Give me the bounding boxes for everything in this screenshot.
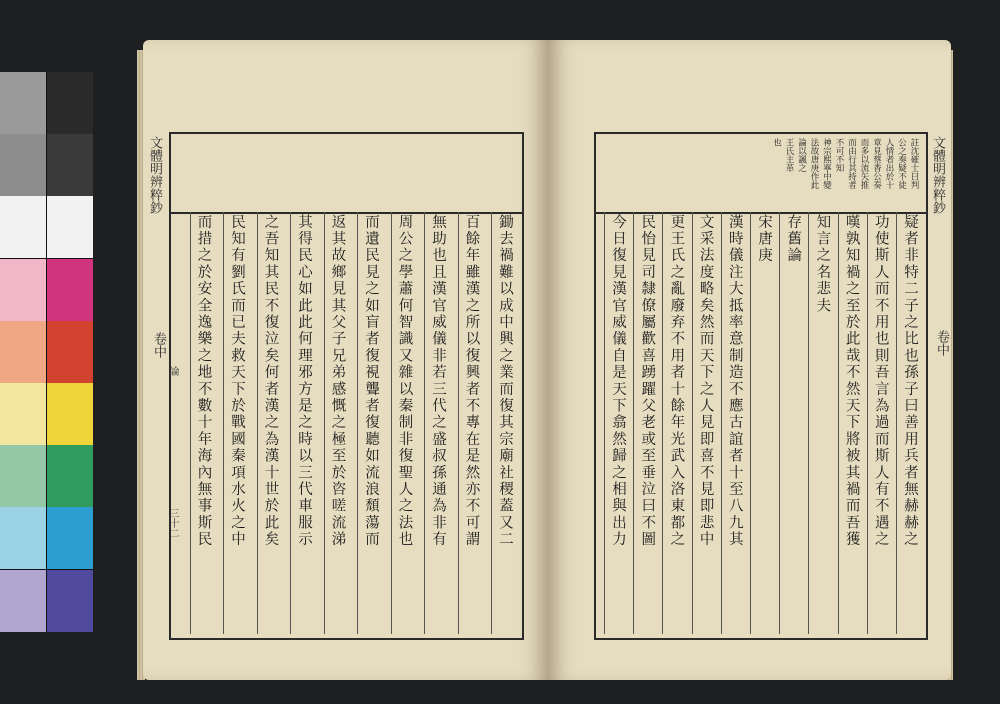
column-rule bbox=[391, 212, 392, 634]
header-note: 也 bbox=[771, 138, 782, 147]
column-rule bbox=[662, 212, 663, 634]
header-note: 不可不知 bbox=[834, 138, 844, 172]
color-patch bbox=[0, 196, 46, 258]
header-note: 人情者出於十 bbox=[884, 138, 894, 189]
column-rule bbox=[223, 212, 224, 634]
header-note: 而由行其持者 bbox=[846, 138, 857, 189]
column-rule bbox=[896, 212, 897, 634]
right-page bbox=[548, 40, 951, 680]
text-column: 宋唐庚 bbox=[756, 214, 772, 265]
header-note: 註沈確士曰判 bbox=[909, 138, 919, 189]
column-rule bbox=[257, 212, 258, 634]
text-column: 漢時儀注大抵率意制造不應古誼者十至八九其 bbox=[726, 214, 743, 548]
text-column: 而措之於安全逸樂之地不數十年海內無事斯民 bbox=[195, 214, 212, 548]
column-rule bbox=[357, 212, 358, 634]
column-rule bbox=[779, 212, 780, 634]
color-patch bbox=[0, 134, 46, 196]
color-patch bbox=[47, 259, 93, 321]
left-spine-volume: 卷中 bbox=[151, 332, 166, 358]
text-column: 而遺民見之如盲者復視聾者復聽如流浪頹蕩而 bbox=[363, 214, 379, 548]
text-column: 無助也且漢官威儀非若三代之盛叔孫通為非有 bbox=[430, 214, 446, 548]
color-patch bbox=[0, 259, 46, 321]
text-column: 返其故鄉見其父子兄弟感慨之極至於咨嗟流涕 bbox=[329, 214, 346, 548]
text-column: 功使斯人而不用也則吾言為過而斯人有不遇之 bbox=[872, 214, 889, 548]
text-column: 民怡見司隸僚屬歡喜踴躍父老或至垂泣曰不圖 bbox=[639, 214, 656, 548]
header-note: 法故唐庚作此 bbox=[809, 138, 819, 189]
header-note: 神宗熙寧中變 bbox=[821, 138, 832, 189]
column-rule bbox=[633, 212, 634, 634]
column-rule bbox=[458, 212, 459, 634]
text-column: 疑者非特二子之比也孫子曰善用兵者無赫赫之 bbox=[902, 214, 918, 548]
text-column: 其得民心如此此何理邪方是之時以三代車服示 bbox=[296, 214, 312, 548]
color-patch bbox=[47, 134, 93, 196]
column-rule bbox=[838, 212, 839, 634]
color-patch bbox=[0, 72, 46, 134]
color-patch bbox=[47, 507, 93, 569]
text-column: 今日復見漢官威儀自是天下翕然歸之相與出力 bbox=[610, 214, 626, 548]
header-note: 王氏主革 bbox=[784, 138, 794, 172]
column-rule bbox=[604, 212, 605, 634]
color-patch bbox=[47, 196, 93, 258]
column-rule bbox=[808, 212, 809, 634]
text-column: 之吾知其民不復泣矣何者漢之為漢十世於此矣 bbox=[262, 214, 279, 548]
color-patch bbox=[47, 445, 93, 507]
color-patch bbox=[47, 570, 93, 632]
left-spine-section: 論 bbox=[167, 366, 178, 376]
column-rule bbox=[721, 212, 722, 634]
color-patch bbox=[47, 321, 93, 383]
color-patch bbox=[0, 570, 46, 632]
header-note: 論以諷之 bbox=[796, 138, 807, 172]
header-note: 而多以流矢推 bbox=[859, 138, 869, 189]
text-column: 存舊論 bbox=[785, 214, 802, 265]
text-column: 文采法度略矣然而天下之人見即喜不見即悲中 bbox=[697, 214, 714, 548]
color-patch bbox=[0, 507, 46, 569]
color-patch bbox=[0, 383, 46, 445]
right-spine-volume: 卷中 bbox=[934, 330, 949, 356]
column-rule bbox=[324, 212, 325, 634]
right-spine-title: 文體明辨粹鈔 bbox=[930, 136, 945, 214]
left-header-band bbox=[171, 134, 522, 214]
text-column: 百餘年雖漢之所以復興者不專在是然亦不可謂 bbox=[463, 214, 480, 548]
left-page bbox=[143, 40, 548, 680]
column-rule bbox=[424, 212, 425, 634]
left-page-number: 三十二 bbox=[167, 508, 178, 538]
header-note: 章見蔡香公奏 bbox=[871, 138, 882, 189]
color-checker bbox=[0, 72, 93, 632]
text-column: 鋤去禍難以成中興之業而復其宗廟社稷蓋又二 bbox=[497, 214, 513, 548]
column-rule bbox=[491, 212, 492, 634]
color-patch bbox=[0, 321, 46, 383]
column-rule bbox=[867, 212, 868, 634]
text-column: 更王氏之亂廢弃不用者十餘年光武入洛東都之 bbox=[668, 214, 685, 548]
open-book bbox=[143, 40, 951, 686]
column-rule bbox=[692, 212, 693, 634]
column-rule bbox=[290, 212, 291, 634]
text-column: 知言之名悲夫 bbox=[814, 214, 831, 315]
color-patch bbox=[47, 383, 93, 445]
color-patch bbox=[0, 445, 46, 507]
text-column: 嘆孰知禍之至於此哉不然天下將被其禍而吾獲 bbox=[843, 214, 860, 548]
column-rule bbox=[750, 212, 751, 634]
text-column: 周公之學蕭何智識又雜以秦制非復聖人之法也 bbox=[396, 214, 413, 548]
left-spine-title: 文體明辨粹鈔 bbox=[147, 136, 162, 214]
text-column: 民知有劉氏而已夫救天下於戰國秦項水火之中 bbox=[229, 214, 245, 548]
column-rule bbox=[190, 212, 191, 634]
header-note: 公之奏疑不徒 bbox=[896, 138, 907, 189]
color-patch bbox=[47, 72, 93, 134]
